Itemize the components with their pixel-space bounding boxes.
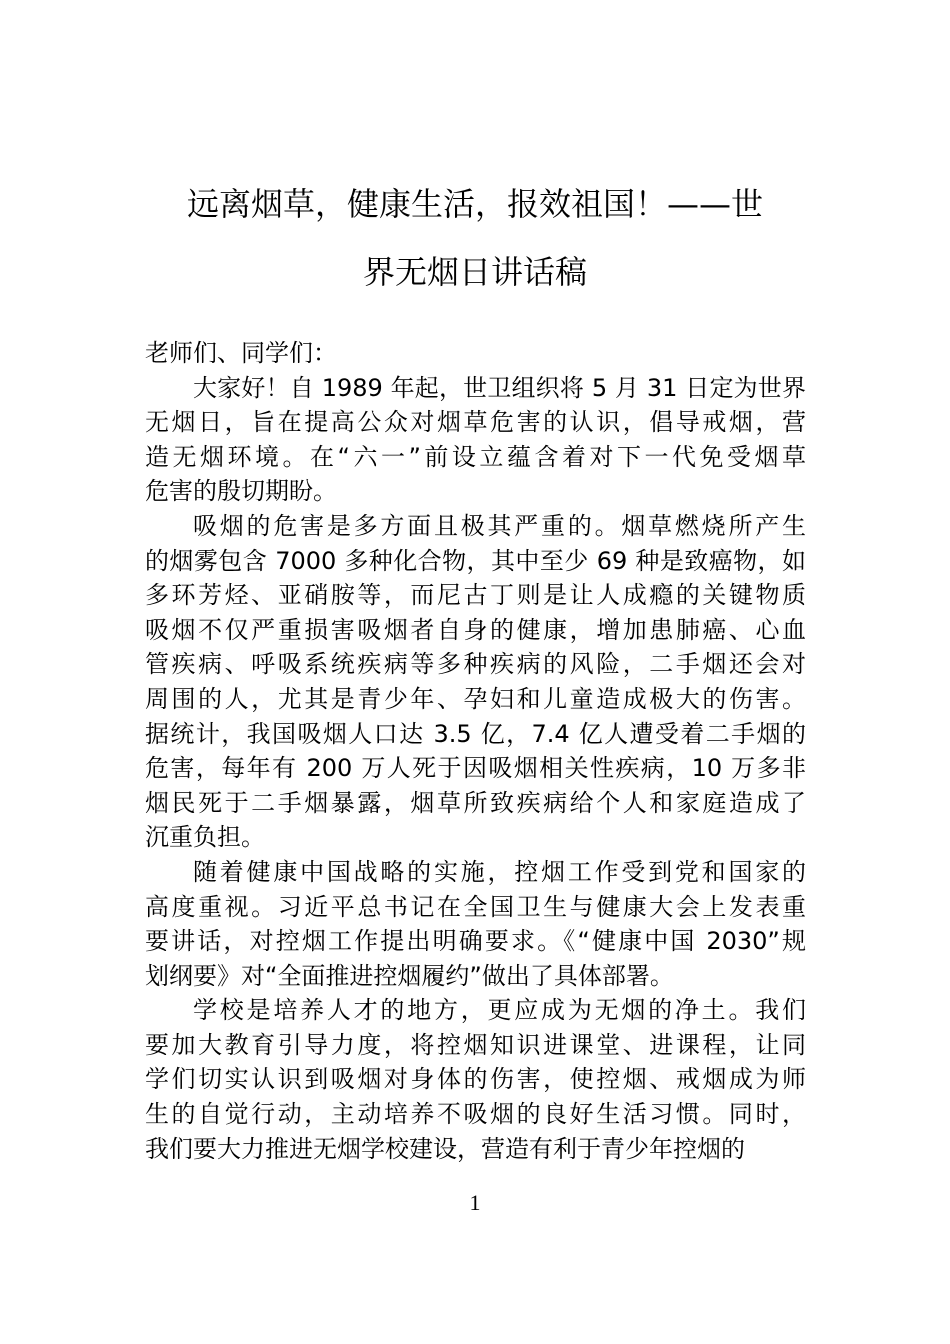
paragraph-line: 的烟雾包含 7000 多种化合物，其中至少 69 种是致癌物，如 <box>145 546 806 575</box>
title-line: 远离烟草，健康生活，报效祖国！——世 <box>186 185 763 223</box>
paragraph-line: 划纲要》对“全面推进控烟履约”做出了具体部署。 <box>145 961 674 990</box>
paragraph-line: 烟民死于二手烟暴露，烟草所致疾病给个人和家庭造成了 <box>145 788 806 817</box>
greeting-line: 老师们、同学们： <box>145 339 337 367</box>
paragraph-line: 管疾病、呼吸系统疾病等多种疾病的风险，二手烟还会对 <box>145 650 806 679</box>
paragraph-line: 吸烟不仅严重损害吸烟者自身的健康，增加患肺癌、心血 <box>145 615 806 644</box>
paragraph-line: 高度重视。习近平总书记在全国卫生与健康大会上发表重 <box>145 892 806 921</box>
paragraph <box>145 855 806 993</box>
greeting <box>145 336 806 371</box>
paragraph <box>145 371 806 509</box>
paragraph-line: 多环芳烃、亚硝胺等，而尼古丁则是让人成瘾的关键物质 <box>145 581 806 610</box>
paragraph-line: 要加大教育引导力度，将控烟知识进课堂、进课程，让同 <box>145 1030 806 1059</box>
paragraph-line: 学们切实认识到吸烟对身体的伤害，使控烟、戒烟成为师 <box>145 1065 806 1094</box>
paragraph-line: 危害，每年有 200 万人死于因吸烟相关性疾病，10 万多非 <box>145 754 806 783</box>
paragraph-line: 要讲话，对控烟工作提出明确要求。《“健康中国 2030”规 <box>145 927 806 956</box>
paragraph-line: 无烟日，旨在提高公众对烟草危害的认识，倡导戒烟，营 <box>145 408 806 437</box>
paragraph-line: 造无烟环境。在“六一”前设立蕴含着对下一代免受烟草 <box>145 442 806 471</box>
paragraph-line: 生的自觉行动，主动培养不吸烟的良好生活习惯。同时， <box>145 1100 806 1129</box>
paragraph-line: 危害的殷切期盼。 <box>145 477 337 506</box>
paragraph-line: 据统计，我国吸烟人口达 3.5 亿，7.4 亿人遭受着二手烟的 <box>145 719 806 748</box>
paragraph-line: 周围的人，尤其是青少年、孕妇和儿童造成极大的伤害。 <box>145 684 806 713</box>
paragraph-line: 我们要大力推进无烟学校建设，营造有利于青少年控烟的 <box>145 1134 745 1163</box>
paragraph <box>145 509 806 855</box>
paragraph-line: 学校是培养人才的地方，更应成为无烟的净土。我们 <box>193 996 806 1025</box>
document-title <box>140 170 810 306</box>
title-line: 界无烟日讲话稿 <box>362 253 587 291</box>
document-body <box>145 336 806 1166</box>
paragraph <box>145 993 806 1166</box>
paragraph-line: 随着健康中国战略的实施，控烟工作受到党和国家的 <box>193 857 806 886</box>
paragraph-line: 大家好！自 1989 年起，世卫组织将 5 月 31 日定为世界 <box>193 373 806 402</box>
paragraph-line: 吸烟的危害是多方面且极其严重的。烟草燃烧所产生 <box>193 511 806 540</box>
page-number: 1 <box>469 1190 481 1215</box>
paragraph-line: 沉重负担。 <box>145 823 265 852</box>
